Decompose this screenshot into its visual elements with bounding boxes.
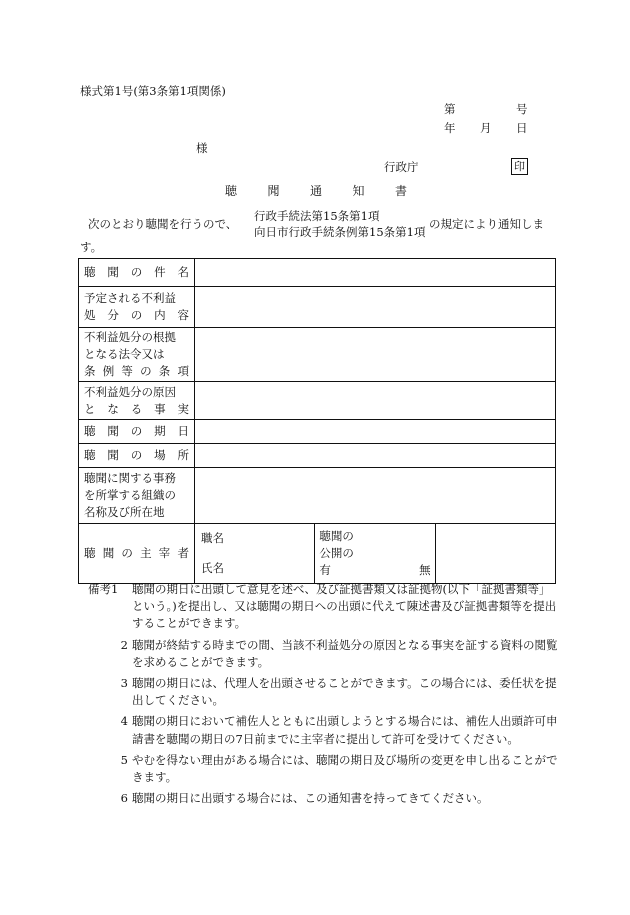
label-char: 日 [177,424,189,438]
hearing-date-value[interactable] [195,420,556,444]
table-row [79,420,556,444]
disposition-content-label [79,287,195,328]
title-char: 聞 [267,184,280,198]
label-char: 聴 [84,265,96,279]
label-char: の [130,265,143,279]
label-char: 条 [84,364,96,378]
label-char: 処 [84,308,96,322]
intro-text: 次のとおり聴聞を行うので、 [88,217,238,231]
hearing-info-table [78,258,556,584]
table-row [79,468,556,524]
legal-basis-label [79,328,195,382]
label-char: 容 [177,308,189,322]
label-char: 等 [121,364,133,378]
label-char: な [107,401,119,416]
table-row [79,287,556,328]
remark-text: 聴聞の期日において補佐人とともに出頭しようとする場合には、補佐人出頭許可申請書を聴聞の期日の7日前までに主宰者に提出して許可を受けてください。 [132,714,558,746]
disposition-content-value[interactable] [195,287,556,328]
label-line: 不利益処分の根拠 [84,330,176,344]
document-title [225,185,407,197]
date-year-label: 年 [444,121,456,135]
label-char: の [130,308,143,322]
label-char: 者 [177,546,189,560]
label-char: 聴 [84,448,96,462]
addressee-suffix: 様 [196,141,208,155]
remark-text: 聴聞の期日には、代理人を出頭させることができます。この場合には、委任状を提出してください。 [132,676,557,708]
public-hearing-value[interactable] [435,524,555,584]
label-char: 名 [177,265,189,279]
table-row [79,382,556,420]
title-char: 知 [352,184,365,198]
label-char: の [140,364,152,378]
remark-number: 4 [120,714,128,729]
label-char: 聞 [102,546,115,560]
table-row [79,259,556,287]
label-char: 分 [107,308,119,322]
label-line: 聴聞に関する事務 [84,471,176,485]
organization-label [79,468,195,524]
remark-item [80,713,560,747]
presider-value[interactable] [195,524,315,584]
table-row [79,524,556,584]
title-char: 通 [309,184,322,198]
label-char: 実 [177,401,189,416]
label-char: 内 [154,308,166,322]
law-reference-1: 行政手続法第15条第1項 [254,209,380,223]
remark-text: 聴聞が終結する時までの間、当該不利益処分の原因となる事実を証する資料の閲覧を求めることができます。 [132,637,558,669]
label-line: 予定される不利益 [84,291,176,305]
cause-facts-value[interactable] [195,382,556,420]
remark-number: 3 [120,676,128,691]
intro-text-end: す。 [80,240,103,254]
public-hearing-label [315,524,435,584]
remarks-section [80,581,560,811]
remark-item [80,637,560,671]
label-char: 項 [177,364,189,378]
label-char: 主 [140,546,152,560]
remark-number: 2 [120,637,128,652]
remark-item [80,790,560,807]
label-char: 聞 [107,424,119,438]
seal-mark: 印 [511,158,528,175]
label-char: 聴 [84,546,96,560]
label-line: 聴聞の [319,529,354,543]
remark-item [80,675,560,709]
label-char: 事 [154,401,166,416]
remark-number: 5 [120,752,128,767]
label-char: 宰 [158,546,171,560]
remark-text: やむを得ない理由がある場合には、聴聞の期日及び場所の変更を申し出ることができます。 [132,752,558,785]
label-char: 有 [319,563,331,577]
agency-name: 行政庁 [384,160,419,174]
label-line: 名称及び所在地 [84,505,165,519]
remark-item [80,752,560,786]
label-line: を所掌する組織の [84,488,176,502]
title-char: 聴 [225,184,238,198]
title-char: 書 [394,184,407,198]
label-char: 聞 [107,265,119,279]
label-char: と [84,401,96,416]
remark-text: 聴聞の期日に出頭して意見を述べ、及び証拠書類又は証拠物(以下「証拠書類等」という。)を提出し、又は聴聞の期日への出頭に代えて陳述書及び証拠書類等を提出することができます。 [132,582,557,631]
form-number: 様式第1号(第3条第1項関係) [80,84,226,98]
label-char: の [130,424,143,438]
case-name-label [79,259,195,287]
label-line: 不利益処分の原因 [84,384,176,399]
label-char: 場 [154,448,166,462]
table-row [79,328,556,382]
document-number-suffix: 号 [516,102,528,116]
date-day-label: 日 [516,121,528,135]
label-line: 公開の [319,546,354,560]
remark-item [80,581,560,633]
organization-value[interactable] [195,468,556,524]
document-number-label: 第 [444,102,456,116]
date-month-label: 月 [480,121,492,135]
label-char: る [130,401,143,416]
remark-number: 6 [120,791,128,806]
label-char: 無 [419,563,431,577]
hearing-place-label [79,444,195,468]
cause-facts-label [79,382,195,420]
label-char: 例 [102,364,115,378]
remark-number: 備考1 [88,582,119,596]
table-row [79,444,556,468]
intro-text-continued: の規定により通知しま [429,217,544,231]
label-char: 期 [154,424,166,438]
label-char: 条 [158,364,171,378]
label-char: の [130,448,143,462]
label-char: 件 [154,265,166,279]
legal-basis-value[interactable] [195,328,556,382]
label-char: の [121,546,133,560]
job-title-label: 職名 [201,531,224,545]
label-char: 所 [177,448,189,462]
hearing-place-value[interactable] [195,444,556,468]
remark-text: 聴聞の期日に出頭する場合には、この通知書を持ってきてください。 [132,791,489,806]
law-reference-2: 向日市行政手続条例第15条第1項 [254,225,426,239]
person-name-label: 氏名 [201,561,224,575]
presider-label [79,524,195,584]
case-name-value[interactable] [195,259,556,287]
label-char: 聞 [107,448,119,462]
label-line: となる法令又は [84,347,165,361]
label-char: 聴 [84,424,96,438]
hearing-date-label [79,420,195,444]
